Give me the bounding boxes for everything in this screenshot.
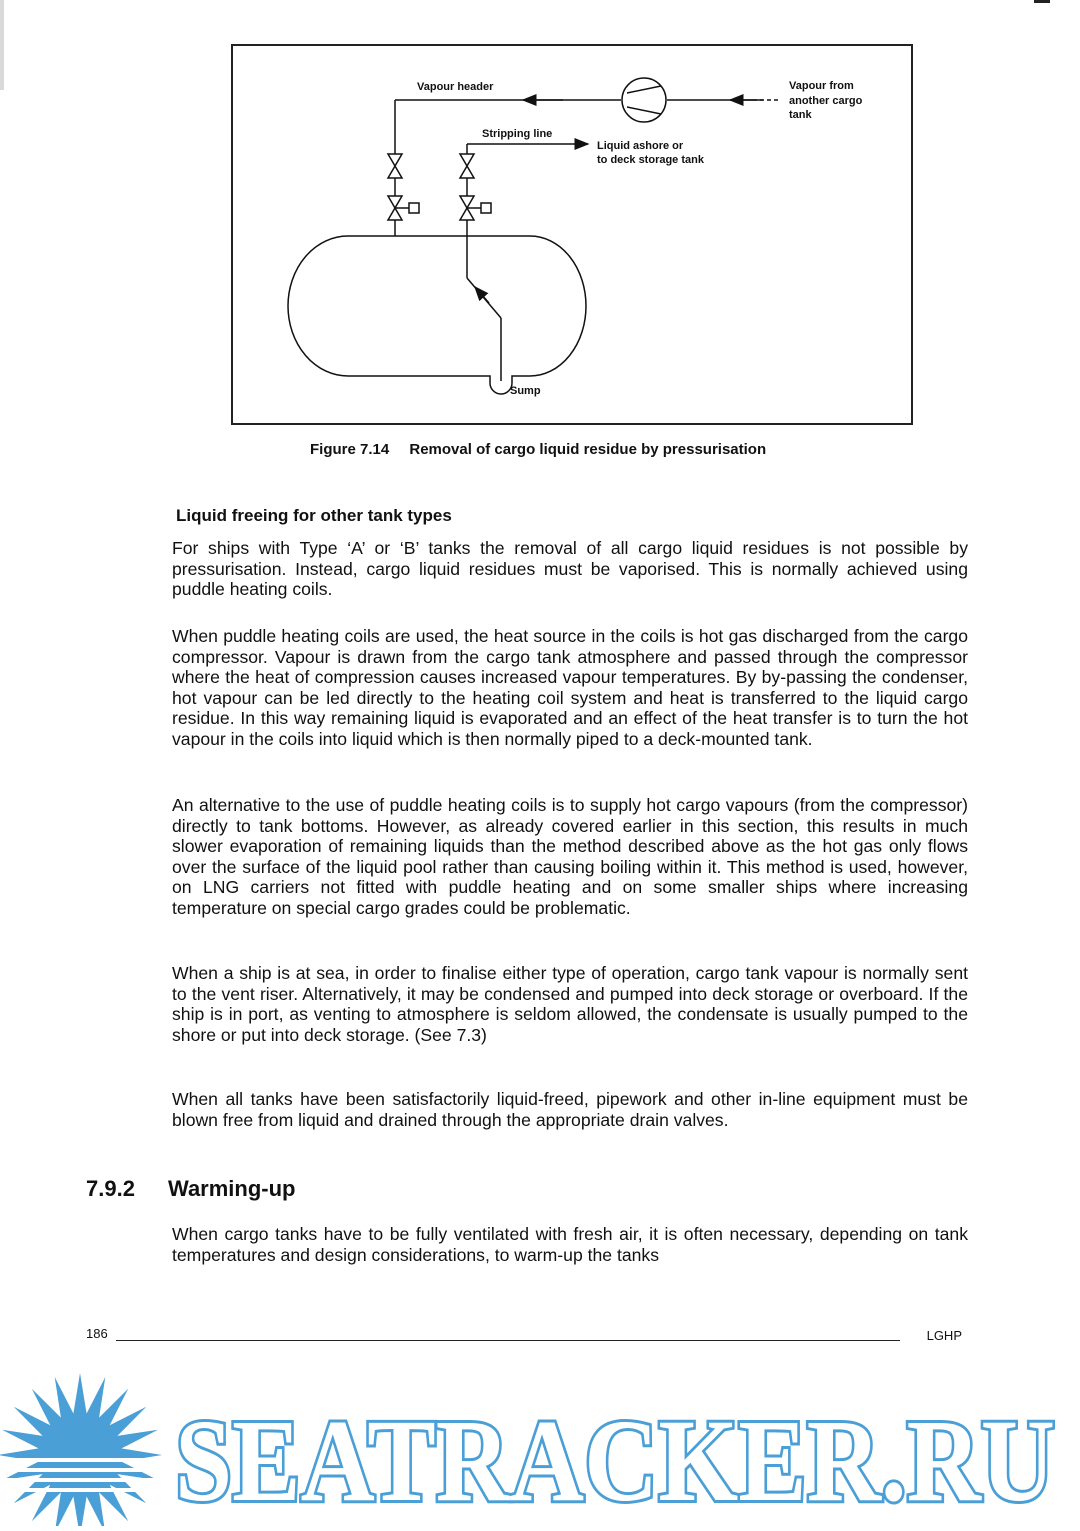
paragraph-2: When puddle heating coils are used, the heat source in the coils is hot gas discharged from the cargo compressor. Vapour is drawn from the cargo tank atmosphere and passed through the compressor where the heat of compression causes increased vapour temperatures. By by-passing the condenser, hot vapour can be led directly to the heating coil system and heat is transferred to the liquid cargo residue. In this way remaining liquid is evaporated and an effect of the heat transfer is to turn the hot vapour in the coils into liquid which is then normally piped to a deck-mounted tank. bbox=[172, 626, 968, 749]
footer-rule bbox=[116, 1340, 900, 1341]
watermark-svg bbox=[0, 1360, 1080, 1526]
actuator-left bbox=[409, 203, 419, 213]
suction-flow-arrow bbox=[475, 287, 489, 303]
figure-7-14 bbox=[231, 44, 913, 425]
watermark-text: SEATRACKER.RU bbox=[175, 1395, 1055, 1526]
sun-logo-icon bbox=[0, 1373, 175, 1526]
label-vapour-from-line2: another cargo bbox=[789, 95, 863, 107]
section-number: 7.9.2 bbox=[86, 1176, 135, 1201]
figure-caption bbox=[310, 441, 766, 458]
label-vapour-header: Vapour header bbox=[417, 81, 494, 93]
paragraph-3: An alternative to the use of puddle heating coils is to supply hot cargo vapours (from the compressor) directly to tank bottoms. However, as already covered earlier in this section, this results in much slower evaporation of remaining liquids than the method described above as the hot gas only flows over the surface of the liquid pool rather than causing boiling within it. This method is used, however, on LNG carriers not fitted with puddle heating and on some smaller ships where increasing temperature on special cargo grades could be problematic. bbox=[172, 795, 968, 918]
section-heading bbox=[86, 1176, 296, 1202]
label-liquid-ashore-line2: to deck storage tank bbox=[597, 154, 704, 166]
valve-left-upper bbox=[388, 154, 402, 178]
watermark-banner bbox=[0, 1360, 1080, 1526]
label-stripping-line: Stripping line bbox=[482, 128, 553, 140]
label-liquid-ashore-line1: Liquid ashore or bbox=[597, 140, 684, 152]
actuator-right bbox=[481, 203, 491, 213]
label-sump: Sump bbox=[510, 385, 541, 397]
paragraph-4: When a ship is at sea, in order to finalise either type of operation, cargo tank vapour is normally sent to the vent riser. Alternatively, it may be condensed and pumped into deck storage or overboard. If the ship is in port, as venting to atmosphere is seldom allowed, the condensate is usually pumped to the shore or put into deck storage. (See 7.3) bbox=[172, 963, 968, 1045]
section-title: Warming-up bbox=[168, 1176, 296, 1201]
valve-right-upper bbox=[460, 154, 474, 178]
cargo-tank bbox=[288, 236, 586, 394]
scan-corner-mark bbox=[1034, 0, 1050, 3]
compressor-symbol bbox=[622, 78, 666, 122]
figure-number: Figure 7.14 bbox=[310, 441, 390, 458]
paragraph-5: When all tanks have been satisfactorily liquid-freed, pipework and other in-line equipment must be blown free from liquid and drained through the appropriate drain valves. bbox=[172, 1089, 968, 1130]
label-vapour-from-line1: Vapour from bbox=[789, 80, 854, 92]
page-footer bbox=[86, 1326, 962, 1346]
publication-code: LGHP bbox=[926, 1328, 962, 1343]
paragraph-1: For ships with Type ‘A’ or ‘B’ tanks the removal of all cargo liquid residues is not possible by pressurisation. Instead, cargo liquid residues must be vaporised. This is normally achieved using puddle heating coils. bbox=[172, 538, 968, 599]
page-number: 186 bbox=[86, 1326, 108, 1341]
subsection-heading: Liquid freeing for other tank types bbox=[176, 506, 452, 525]
scan-edge-mark bbox=[0, 0, 4, 90]
figure-caption-text: Removal of cargo liquid residue by pressurisation bbox=[409, 441, 767, 458]
label-vapour-from-line3: tank bbox=[789, 109, 812, 121]
paragraph-warming-up: When cargo tanks have to be fully ventilated with fresh air, it is often necessary, depending on tank temperatures and design considerations, to warm-up the tanks bbox=[172, 1224, 968, 1265]
